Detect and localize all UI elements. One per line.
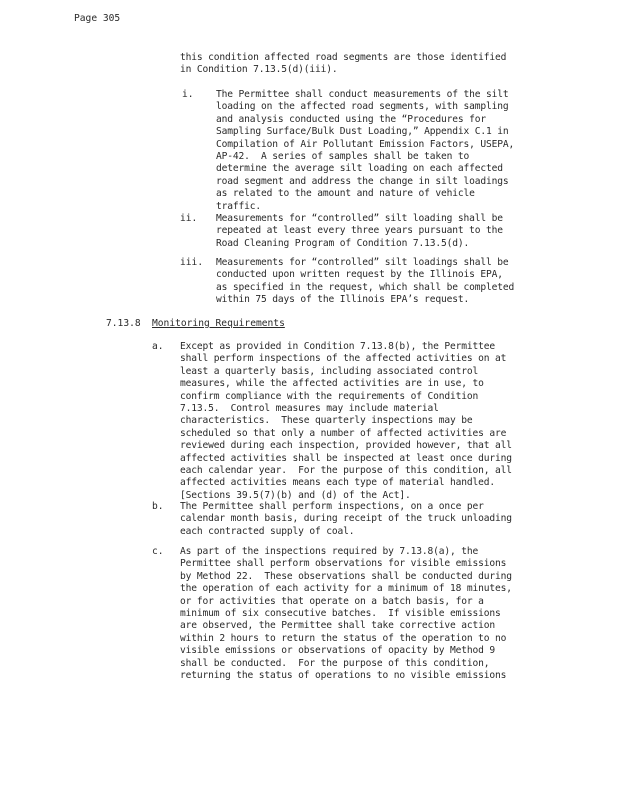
text-line: Road Cleaning Program of Condition 7.13.5(d). xyxy=(216,237,470,249)
text-line: each contracted supply of coal. xyxy=(180,525,355,537)
text-line: repeated at least every three years pursuant to the xyxy=(216,225,503,237)
text-line: As part of the inspections required by 7.13.8(a), the xyxy=(180,546,479,557)
page-header: Page 305 xyxy=(74,13,121,24)
text-line: or for activities that operate on a batch basis, for a xyxy=(180,595,484,607)
text-line: Sampling Surface/Bulk Dust Loading,” Appendix C.1 in xyxy=(216,126,509,138)
item-marker: a. xyxy=(152,341,164,352)
section-number: 7.13.8 xyxy=(106,318,141,329)
item-marker: c. xyxy=(152,546,164,557)
text-line: the operation of each activity for a minimum of 18 minutes, xyxy=(180,583,512,595)
item-marker: i. xyxy=(182,89,194,100)
text-line: are observed, the Permittee shall take corrective action xyxy=(180,620,496,632)
text-line: as related to the amount and nature of vehicle xyxy=(216,188,475,200)
text-line: minimum of six consecutive batches. If visible emissions xyxy=(180,608,501,619)
item-marker: iii. xyxy=(180,257,204,268)
text-line: [Sections 39.5(7)(b) and (d) of the Act]. xyxy=(180,489,411,501)
text-line: by Method 22. These observations shall be conducted during xyxy=(180,570,512,582)
text-line: Measurements for “controlled” silt loading shall be xyxy=(216,213,503,224)
text-line: affected activities shall be inspected at least once during xyxy=(180,452,512,464)
text-line: Compilation of Air Pollutant Emission Factors, USEPA, xyxy=(216,138,515,150)
text-line: scheduled so that only a number of affected activities are xyxy=(180,427,507,439)
section-title: Monitoring Requirements xyxy=(152,318,285,329)
text-line: The Permittee shall conduct measurements of the silt xyxy=(216,89,509,100)
text-line: shall perform inspections of the affected activities on at xyxy=(180,353,507,365)
text-line: Measurements for “controlled” silt loadings shall be xyxy=(216,257,509,268)
text-line: and analysis conducted using the “Procedures for xyxy=(216,113,487,125)
text-line: this condition affected road segments are those identified xyxy=(180,52,507,63)
text-line: in Condition 7.13.5(d)(iii). xyxy=(180,64,338,76)
text-line: road segment and address the change in silt loadings xyxy=(216,175,509,187)
text-line: calendar month basis, during receipt of the truck unloading xyxy=(180,513,512,525)
text-line: measures, while the affected activities are in use, to xyxy=(180,378,484,390)
text-line: loading on the affected road segments, with sampling xyxy=(216,101,509,113)
text-line: Except as provided in Condition 7.13.8(b), the Permittee xyxy=(180,341,496,352)
text-line: affected activities means each type of material handled. xyxy=(180,477,496,489)
text-line: conducted upon written request by the Illinois EPA, xyxy=(216,269,503,281)
text-line: confirm compliance with the requirements of Condition xyxy=(180,390,479,402)
text-line: determine the average silt loading on each affected xyxy=(216,163,503,175)
text-line: as specified in the request, which shall be completed xyxy=(216,281,515,293)
text-line: The Permittee shall perform inspections, on a once per xyxy=(180,501,484,512)
text-line: AP-42. A series of samples shall be taken to xyxy=(216,151,470,162)
text-line: Permittee shall perform observations for visible emissions xyxy=(180,558,507,570)
text-line: shall be conducted. For the purpose of this condition, xyxy=(180,657,490,669)
text-line: traffic. xyxy=(216,200,262,212)
item-marker: ii. xyxy=(180,213,198,224)
text-line: least a quarterly basis, including associated control xyxy=(180,365,479,377)
text-line: reviewed during each inspection, provided however, that all xyxy=(180,440,512,452)
text-line: returning the status of operations to no visible emissions xyxy=(180,670,507,681)
text-line: characteristics. These quarterly inspections may be xyxy=(180,415,473,427)
text-line: visible emissions or observations of opacity by Method 9 xyxy=(180,645,496,657)
text-line: each calendar year. For the purpose of this condition, all xyxy=(180,465,512,476)
item-marker: b. xyxy=(152,501,164,512)
text-line: 7.13.5. Control measures may include material xyxy=(180,403,439,414)
text-line: within 2 hours to return the status of the operation to no xyxy=(180,632,507,644)
text-line: within 75 days of the Illinois EPA’s request. xyxy=(216,294,470,306)
